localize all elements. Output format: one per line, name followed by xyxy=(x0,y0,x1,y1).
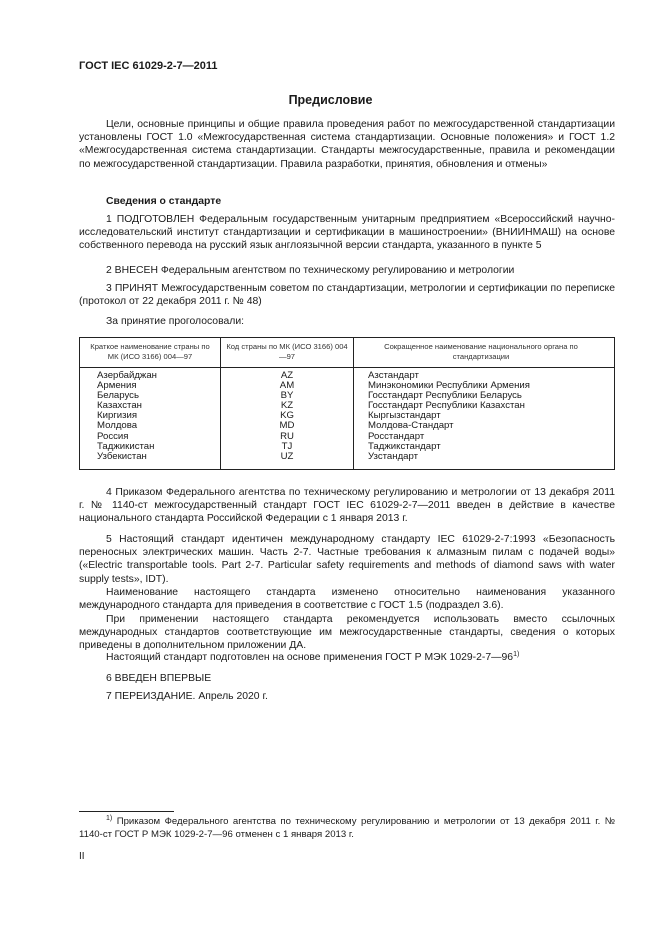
table-cell-country: Азербайджан xyxy=(97,370,157,381)
table-header-body: Сокращенное наименование национального органа по стандартизации xyxy=(384,342,578,361)
table-cell-body: Азстандарт xyxy=(368,370,419,381)
footnote-reference: 1) xyxy=(513,651,520,658)
page-number: II xyxy=(79,851,85,862)
table-cell-code: BY xyxy=(280,390,294,402)
footnote-rule xyxy=(79,811,174,812)
table-cell-country: Армения xyxy=(97,380,137,392)
table-cell-code: KG xyxy=(280,410,294,422)
item-4-paragraph: 4 Приказом Федерального агентства по техническому регулированию и метрологии от 13 декабря 2011 г. № 1140-ст межгосударственный стандарт ГОСТ IEC 61029-2-7—2011 введен в действие в качестве национального стандарта Российской Федерации с 1 января 2013 г. xyxy=(79,487,615,525)
footnote-marker: 1) xyxy=(106,815,113,822)
table-cell-body: Госстандарт Республики Казахстан xyxy=(368,400,525,412)
item-7-paragraph: 7 ПЕРЕИЗДАНИЕ. Апрель 2020 г. xyxy=(106,691,268,702)
table-header-country: Краткое наименование страны по МК (ИСО 3166) 004—97 xyxy=(90,342,210,361)
table-cell-code: AZ xyxy=(280,370,294,381)
table-cell-country: Казахстан xyxy=(97,400,142,412)
item-6-paragraph: 6 ВВЕДЕН ВПЕРВЫЕ xyxy=(106,673,212,684)
table-cell-country: Киргизия xyxy=(97,410,138,422)
item-3-paragraph: 3 ПРИНЯТ Межгосударственным советом по стандартизации, метрологии и сертификации по переписке (протокол от 22 декабря 2011 г. № 48) xyxy=(79,283,615,308)
table-cell-code: AM xyxy=(279,380,295,392)
table-cell-code: MD xyxy=(279,420,295,432)
table-cell-country: Молдова xyxy=(97,420,138,432)
item-2-paragraph: 2 ВНЕСЕН Федеральным агентством по техническому регулированию и метрологии xyxy=(106,265,515,276)
table-cell-country: Беларусь xyxy=(97,390,139,402)
item-5-basis-note xyxy=(79,651,615,664)
table-cell-body: Госстандарт Республики Беларусь xyxy=(368,390,522,402)
table-cell-body: Таджикстандарт xyxy=(368,440,441,452)
table-cell-country: Узбекистан xyxy=(97,450,147,462)
intro-paragraph: Цели, основные принципы и общие правила проведения работ по межгосударственной стандартизации установлены ГОСТ 1.0 «Межгосударственная система стандартизации. Основные положения» и ГОСТ 1.2 «Межгосударственная система стандартизации. Стандарты межгосударственные, правила и рекомендации по межгосударственной стандартизации. Правила разработки, принятия, обновления и отмены» xyxy=(79,119,615,170)
table-cell-code: TJ xyxy=(281,440,293,452)
footnote-text: Приказом Федерального агентства по техническому регулированию и метрологии от 13 декабря 2011 г. № 1140-ст ГОСТ Р МЭК 1029-2-7—96 отменен с 1 января 2013 г. xyxy=(79,816,615,840)
table-column-body xyxy=(368,371,530,462)
voting-countries-table xyxy=(79,337,615,470)
item-5-references-note: При применении настоящего стандарта рекомендуется использовать вместо ссылочных международных стандартов соответствующие им межгосударственные стандарты, сведения о которых приведены в дополнительном приложении ДА. xyxy=(79,614,615,652)
table-cell-body: Кыргызстандарт xyxy=(368,410,441,422)
page-title: Предисловие xyxy=(288,93,373,107)
item-1-paragraph: 1 ПОДГОТОВЛЕН Федеральным государственным унитарным предприятием «Всероссийский научно-исследовательский институт стандартизации и сертификации в машиностроении» (ВНИИНМАШ) на основе собственного перевода на русский язык англоязычной версии стандарта, указанного в пункте 5 xyxy=(79,214,615,252)
table-cell-code: RU xyxy=(280,430,294,442)
table-cell-body: Молдова-Стандарт xyxy=(368,420,454,432)
table-header-divider xyxy=(80,367,614,368)
document-header-code: ГОСТ IEC 61029-2-7—2011 xyxy=(79,60,218,72)
table-cell-country: Таджикистан xyxy=(97,440,155,452)
table-cell-code: UZ xyxy=(280,450,294,462)
item-5-paragraph: 5 Настоящий стандарт идентичен международному стандарту IEC 61029-2-7:1993 «Безопасность переносных электрических машин. Часть 2-7. Частные требования к алмазным пилам с подачей воды» («Electric transportable tools. Part 2-7. Particular safety requirements and methods of diamond saws with water supply tests», IDT). xyxy=(79,534,615,585)
table-column-country xyxy=(97,371,157,462)
table-divider xyxy=(353,338,354,469)
table-column-code xyxy=(221,371,353,462)
item-5-name-note: Наименование настоящего стандарта изменено относительно наименования указанного международного стандарта для приведения в соответствие с ГОСТ 1.5 (подраздел 3.6). xyxy=(79,587,615,612)
vote-label: За принятие проголосовали: xyxy=(106,316,245,327)
table-cell-country: Россия xyxy=(97,430,129,442)
item-5-basis-text: Настоящий стандарт подготовлен на основе применения ГОСТ Р МЭК 1029-2-7—96 xyxy=(106,652,514,663)
table-cell-body: Минэкономики Республики Армения xyxy=(368,380,530,392)
table-header-code: Код страны по МК (ИСО 3166) 004—97 xyxy=(226,342,348,361)
table-cell-body: Росстандарт xyxy=(368,430,425,442)
table-cell-code: KZ xyxy=(280,400,294,412)
table-cell-body: Узстандарт xyxy=(368,450,419,462)
footnote xyxy=(79,816,615,841)
section-title: Сведения о стандарте xyxy=(106,196,222,207)
